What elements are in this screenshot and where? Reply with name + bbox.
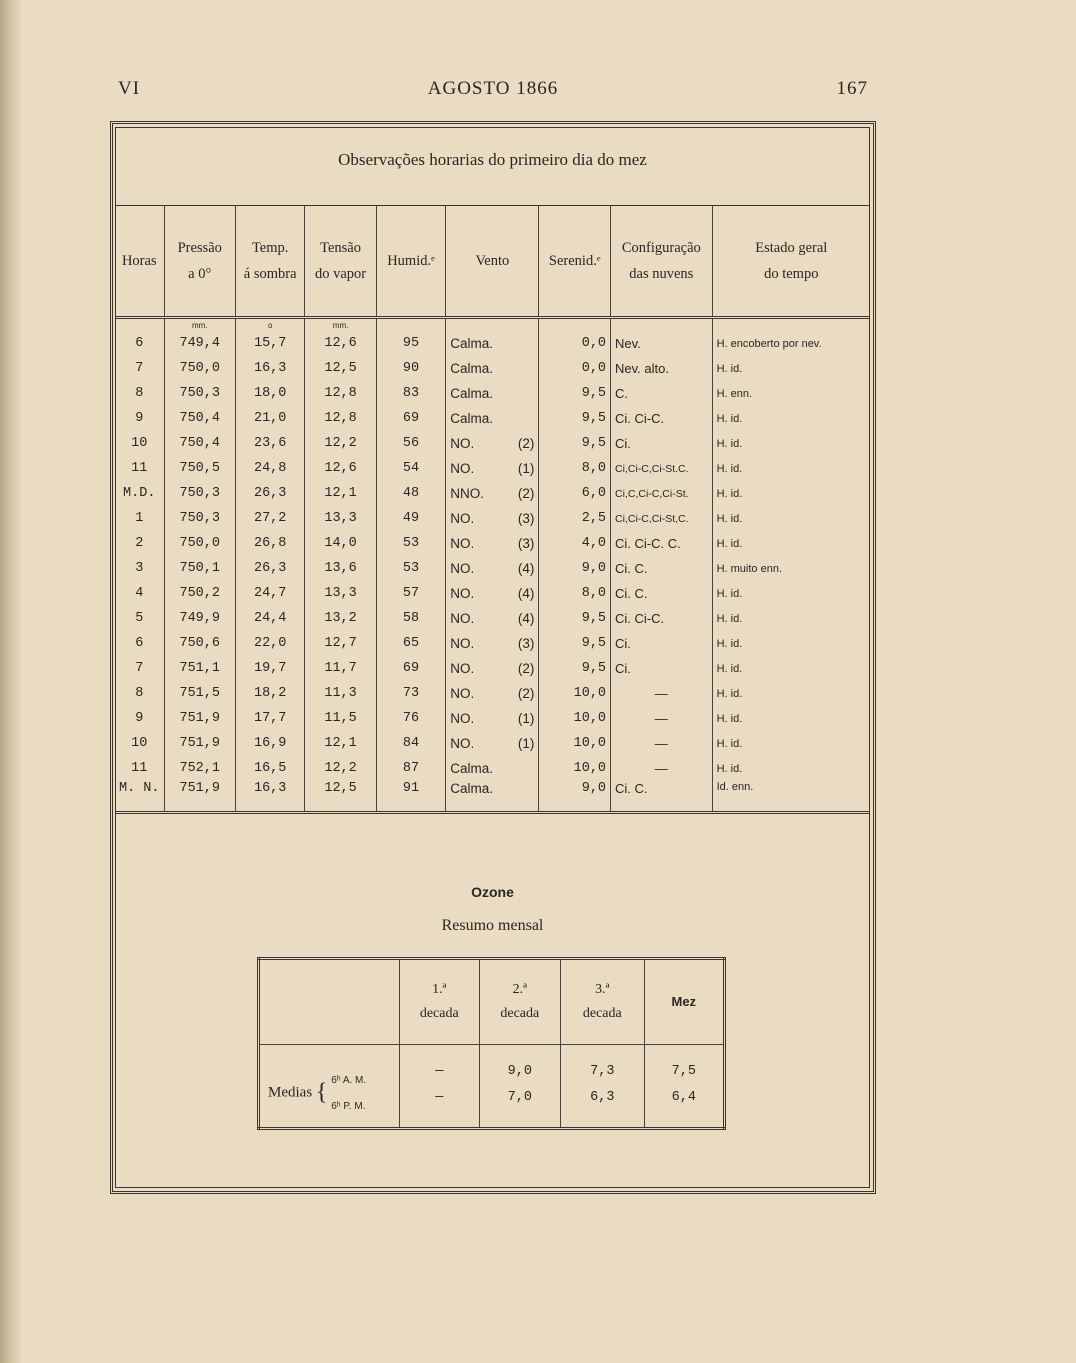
col-humid: Humid.ᵉ	[376, 206, 446, 318]
cell-temp: 18,0	[235, 381, 304, 406]
cell-pressao: 750,4	[164, 431, 235, 456]
cell-vento	[446, 556, 539, 581]
cell-configuracao: Ci. Ci-C. C.	[611, 531, 713, 556]
vento-direcao: NO.	[450, 561, 475, 576]
cell-temp: 16,3	[235, 356, 304, 381]
cell-hora: 3	[135, 561, 144, 576]
cell-vento	[446, 606, 539, 631]
cell-configuracao: Ci. Ci-C.	[611, 606, 713, 631]
col-horas: Horas	[115, 206, 164, 318]
cell-temp: 27,2	[235, 506, 304, 531]
vento-direcao: Calma.	[450, 761, 494, 776]
cell-serenid: 9,0	[539, 781, 611, 813]
vento-direcao: NO.	[450, 661, 475, 676]
observation-row	[115, 656, 870, 681]
cell-configuracao: Ci.	[611, 656, 713, 681]
cell-pressao: 750,2	[164, 581, 235, 606]
cell-vento	[446, 731, 539, 756]
cell-humid: 57	[376, 581, 446, 606]
cell-estado: H. id.	[712, 531, 870, 556]
cell-temp: 26,3	[235, 556, 304, 581]
ozone-cell: 7,0	[479, 1084, 561, 1129]
cell-tensao: 12,2	[305, 431, 376, 456]
ozone-col-decada-3: 3.ª decada	[561, 959, 645, 1045]
vento-forca: (2)	[517, 436, 535, 451]
cell-pressao: 751,9	[164, 781, 235, 813]
cell-temp: 18,2	[235, 681, 304, 706]
cell-serenid: 0,0	[539, 318, 611, 357]
cell-hora: 7	[135, 361, 144, 376]
cell-temp: 16,3	[235, 781, 304, 813]
cell-hora: 4	[135, 586, 144, 601]
cell-serenid: 10,0	[539, 731, 611, 756]
vento-direcao: NO.	[450, 636, 475, 651]
cell-serenid: 9,5	[539, 656, 611, 681]
cell-temp: 24,7	[235, 581, 304, 606]
observation-row	[115, 356, 870, 381]
cell-configuracao: —	[611, 731, 713, 756]
cell-estado: Id. enn.	[712, 781, 870, 813]
cell-vento	[446, 581, 539, 606]
cell-vento	[446, 681, 539, 706]
cell-configuracao: Ci,Ci-C,Ci-St.C.	[611, 456, 713, 481]
cell-configuracao: Ci. C.	[611, 581, 713, 606]
ozone-row-am-label: 6ʰ A. M.	[331, 1074, 367, 1086]
cell-humid: 53	[376, 531, 446, 556]
cell-hora: M.D.	[123, 486, 156, 501]
cell-hora: 9	[135, 411, 144, 426]
cell-configuracao: Ci.	[611, 631, 713, 656]
col-serenid: Serenid.ᵉ	[539, 206, 611, 318]
cell-temp: 17,7	[235, 706, 304, 731]
cell-hora: 2	[135, 536, 144, 551]
cell-humid: 90	[376, 356, 446, 381]
cell-temp: 21,0	[235, 406, 304, 431]
cell-estado: H. id.	[712, 631, 870, 656]
unit-label: mm.	[332, 321, 349, 330]
cell-temp: 19,7	[235, 656, 304, 681]
cell-humid: 95	[376, 318, 446, 357]
cell-estado: H. enn.	[712, 381, 870, 406]
cell-serenid: 6,0	[539, 481, 611, 506]
cell-pressao: 750,3	[164, 506, 235, 531]
cell-vento	[446, 706, 539, 731]
cell-humid: 76	[376, 706, 446, 731]
vento-forca: (4)	[517, 611, 535, 626]
observations-title: Observações horarias do primeiro dia do mez	[338, 150, 647, 169]
ozone-cell: 6,3	[561, 1084, 645, 1129]
cell-hora: 10	[131, 436, 148, 451]
cell-vento	[446, 481, 539, 506]
vento-direcao: NO.	[450, 736, 475, 751]
cell-vento	[446, 456, 539, 481]
cell-configuracao: Nev.	[611, 318, 713, 357]
cell-vento	[446, 431, 539, 456]
cell-serenid: 9,5	[539, 406, 611, 431]
cell-estado: H. id.	[712, 681, 870, 706]
cell-hora: M. N.	[115, 781, 164, 813]
cell-serenid: 9,0	[539, 556, 611, 581]
cell-hora: 11	[131, 461, 148, 476]
cell-tensao: 12,5	[305, 356, 376, 381]
vento-direcao: NO.	[450, 586, 475, 601]
cell-tensao: 12,6 mm.	[305, 318, 376, 357]
col-pressao: Pressão a 0°	[164, 206, 235, 318]
vento-forca: (3)	[517, 536, 535, 551]
observation-row	[115, 406, 870, 431]
unit-label: o	[267, 321, 273, 330]
cell-humid: 58	[376, 606, 446, 631]
observation-row	[115, 706, 870, 731]
cell-humid: 56	[376, 431, 446, 456]
vento-direcao: Calma.	[450, 411, 494, 426]
cell-humid: 87	[376, 756, 446, 781]
cell-tensao: 12,6	[305, 456, 376, 481]
cell-pressao: 750,1	[164, 556, 235, 581]
cell-tensao: 13,6	[305, 556, 376, 581]
cell-tensao: 12,8	[305, 381, 376, 406]
cell-vento	[446, 381, 539, 406]
cell-temp: 23,6	[235, 431, 304, 456]
page-header	[118, 78, 868, 102]
cell-hora: 9	[135, 711, 144, 726]
observation-row	[115, 531, 870, 556]
vento-direcao: NO.	[450, 436, 475, 451]
observation-row	[115, 781, 870, 813]
cell-configuracao: C.	[611, 381, 713, 406]
cell-tensao: 12,5	[305, 781, 376, 813]
cell-temp: 24,8	[235, 456, 304, 481]
cell-temp: 16,5	[235, 756, 304, 781]
cell-serenid: 10,0	[539, 681, 611, 706]
vento-forca: (4)	[517, 586, 535, 601]
cell-pressao: 750,3	[164, 381, 235, 406]
cell-estado: H. id.	[712, 581, 870, 606]
cell-tensao: 13,3	[305, 581, 376, 606]
vento-direcao: NO.	[450, 511, 475, 526]
cell-serenid: 9,5	[539, 606, 611, 631]
cell-pressao: 752,1	[164, 756, 235, 781]
cell-estado: H. encoberto por nev.	[712, 318, 870, 357]
observations-header-row	[115, 206, 870, 318]
observation-row	[115, 318, 870, 357]
cell-humid: 83	[376, 381, 446, 406]
cell-serenid: 4,0	[539, 531, 611, 556]
col-vento: Vento	[446, 206, 539, 318]
cell-vento	[446, 656, 539, 681]
cell-hora: 8	[135, 386, 144, 401]
cell-humid: 84	[376, 731, 446, 756]
cell-tensao: 14,0	[305, 531, 376, 556]
cell-serenid: 10,0	[539, 756, 611, 781]
observation-row	[115, 731, 870, 756]
cell-tensao: 12,1	[305, 731, 376, 756]
cell-vento	[446, 781, 539, 813]
cell-estado: H. id.	[712, 456, 870, 481]
observation-row	[115, 481, 870, 506]
cell-hora: 6	[135, 636, 144, 651]
cell-estado: H. id.	[712, 356, 870, 381]
cell-serenid: 9,5	[539, 631, 611, 656]
cell-hora: 1	[135, 511, 144, 526]
cell-serenid: 8,0	[539, 456, 611, 481]
vento-forca: (3)	[517, 511, 535, 526]
cell-temp: 26,3	[235, 481, 304, 506]
cell-serenid: 10,0	[539, 706, 611, 731]
page-binding-edge	[0, 0, 22, 1363]
cell-hora: 5	[135, 611, 144, 626]
cell-configuracao: Ci. C.	[611, 556, 713, 581]
cell-serenid: 0,0	[539, 356, 611, 381]
cell-pressao: 751,9	[164, 706, 235, 731]
cell-pressao: 749,4 mm.	[164, 318, 235, 357]
cell-estado: H. id.	[712, 731, 870, 756]
cell-humid: 69	[376, 406, 446, 431]
cell-configuracao: Ci.	[611, 431, 713, 456]
ozone-cell: 7,5	[644, 1045, 724, 1085]
vento-forca: (4)	[517, 561, 535, 576]
cell-pressao: 750,6	[164, 631, 235, 656]
ozone-cell: —	[399, 1084, 479, 1129]
observation-row	[115, 581, 870, 606]
cell-vento	[446, 356, 539, 381]
page-number: 167	[836, 78, 868, 99]
cell-hora: 7	[135, 661, 144, 676]
cell-configuracao: —	[611, 681, 713, 706]
cell-estado: H. id.	[712, 756, 870, 781]
observation-row	[115, 631, 870, 656]
cell-configuracao: —	[611, 706, 713, 731]
ozone-cell: —	[399, 1045, 479, 1085]
cell-temp: 22,0	[235, 631, 304, 656]
observation-row	[115, 456, 870, 481]
cell-pressao: 751,5	[164, 681, 235, 706]
vento-forca: (1)	[517, 736, 535, 751]
vento-forca: (1)	[517, 711, 535, 726]
ozone-cell: 7,3	[561, 1045, 645, 1085]
cell-vento	[446, 531, 539, 556]
ozone-row-label-cell: Medias { 6ʰ A. M. 6ʰ P. M.	[268, 1074, 367, 1112]
cell-tensao: 13,2	[305, 606, 376, 631]
cell-vento	[446, 756, 539, 781]
cell-configuracao: —	[611, 756, 713, 781]
observation-row	[115, 606, 870, 631]
cell-tensao: 11,7	[305, 656, 376, 681]
ozone-table	[257, 957, 726, 1130]
vento-forca: (2)	[517, 486, 535, 501]
vento-direcao: NO.	[450, 536, 475, 551]
cell-vento	[446, 631, 539, 656]
cell-estado: H. id.	[712, 506, 870, 531]
cell-humid: 54	[376, 456, 446, 481]
vento-direcao: NO.	[450, 461, 475, 476]
vento-forca: (3)	[517, 636, 535, 651]
col-estado: Estado geral do tempo	[712, 206, 870, 318]
cell-serenid: 2,5	[539, 506, 611, 531]
vento-direcao: NO.	[450, 611, 475, 626]
cell-serenid: 8,0	[539, 581, 611, 606]
cell-configuracao: Ci,C,Ci-C,Ci-St.	[611, 481, 713, 506]
cell-tensao: 12,8	[305, 406, 376, 431]
cell-temp: 16,9	[235, 731, 304, 756]
ozone-col-decada-2: 2.ª decada	[479, 959, 561, 1045]
cell-tensao: 11,3	[305, 681, 376, 706]
cell-estado: H. muito enn.	[712, 556, 870, 581]
vento-direcao: Calma.	[450, 386, 494, 401]
col-tensao: Tensão do vapor	[305, 206, 376, 318]
cell-tensao: 12,7	[305, 631, 376, 656]
unit-label: mm.	[191, 321, 208, 330]
cell-vento	[446, 318, 539, 357]
observations-body	[115, 318, 870, 813]
ozone-cell: 9,0	[479, 1045, 561, 1085]
vento-direcao: Calma.	[450, 781, 494, 796]
cell-vento	[446, 406, 539, 431]
ozone-subtitle: Resumo mensal	[441, 917, 544, 934]
vento-direcao: NNO.	[450, 486, 485, 501]
observation-row	[115, 431, 870, 456]
cell-estado: H. id.	[712, 431, 870, 456]
col-temp: Temp. á sombra	[235, 206, 304, 318]
ozone-row-am	[259, 1045, 725, 1085]
observation-row	[115, 381, 870, 406]
cell-configuracao: Nev. alto.	[611, 356, 713, 381]
cell-configuracao: Ci,Ci-C,Ci-St,C.	[611, 506, 713, 531]
cell-pressao: 749,9	[164, 606, 235, 631]
cell-temp: 24,4	[235, 606, 304, 631]
header-section-number: VI	[118, 78, 141, 99]
ozone-header-row	[259, 959, 725, 1045]
vento-direcao: Calma.	[450, 361, 494, 376]
cell-pressao: 750,5	[164, 456, 235, 481]
col-configuracao: Configuração das nuvens	[611, 206, 713, 318]
vento-forca: (2)	[517, 661, 535, 676]
vento-direcao: NO.	[450, 686, 475, 701]
observation-row	[115, 681, 870, 706]
ozone-corner-cell	[259, 959, 400, 1045]
cell-pressao: 750,3	[164, 481, 235, 506]
cell-tensao: 12,1	[305, 481, 376, 506]
cell-temp: 26,8	[235, 531, 304, 556]
cell-humid: 53	[376, 556, 446, 581]
cell-estado: H. id.	[712, 706, 870, 731]
observations-table	[115, 205, 870, 814]
cell-tensao: 12,2	[305, 756, 376, 781]
cell-pressao: 750,0	[164, 356, 235, 381]
vento-forca: (2)	[517, 686, 535, 701]
cell-temp: 15,7 o	[235, 318, 304, 357]
cell-serenid: 9,5	[539, 431, 611, 456]
ozone-row-group-label: Medias	[268, 1083, 313, 1100]
cell-humid: 73	[376, 681, 446, 706]
ozone-cell: 6,4	[644, 1084, 724, 1129]
cell-estado: H. id.	[712, 656, 870, 681]
cell-humid: 69	[376, 656, 446, 681]
cell-estado: H. id.	[712, 406, 870, 431]
cell-configuracao: Ci. Ci-C.	[611, 406, 713, 431]
cell-humid: 49	[376, 506, 446, 531]
vento-direcao: Calma.	[450, 336, 494, 351]
cell-pressao: 751,1	[164, 656, 235, 681]
cell-humid: 91	[376, 781, 446, 813]
cell-tensao: 11,5	[305, 706, 376, 731]
observation-row	[115, 506, 870, 531]
ozone-col-mez: Mez	[644, 959, 724, 1045]
ozone-row-pm-label: 6ʰ P. M.	[331, 1100, 366, 1112]
cell-pressao: 750,0	[164, 531, 235, 556]
cell-hora: 10	[131, 736, 148, 751]
cell-estado: H. id.	[712, 481, 870, 506]
cell-hora: 11	[131, 761, 148, 776]
cell-configuracao: Ci. C.	[611, 781, 713, 813]
cell-serenid: 9,5	[539, 381, 611, 406]
cell-tensao: 13,3	[305, 506, 376, 531]
cell-vento	[446, 506, 539, 531]
vento-direcao: NO.	[450, 711, 475, 726]
observation-row	[115, 756, 870, 781]
header-title: AGOSTO 1866	[427, 78, 559, 99]
ozone-col-decada-1: 1.ª decada	[399, 959, 479, 1045]
cell-humid: 65	[376, 631, 446, 656]
cell-estado: H. id.	[712, 606, 870, 631]
cell-pressao: 750,4	[164, 406, 235, 431]
cell-humid: 48	[376, 481, 446, 506]
vento-forca: (1)	[517, 461, 535, 476]
cell-hora: 8	[135, 686, 144, 701]
cell-pressao: 751,9	[164, 731, 235, 756]
cell-hora: 6	[135, 336, 144, 351]
ozone-title: Ozone	[471, 884, 514, 900]
observation-row	[115, 556, 870, 581]
